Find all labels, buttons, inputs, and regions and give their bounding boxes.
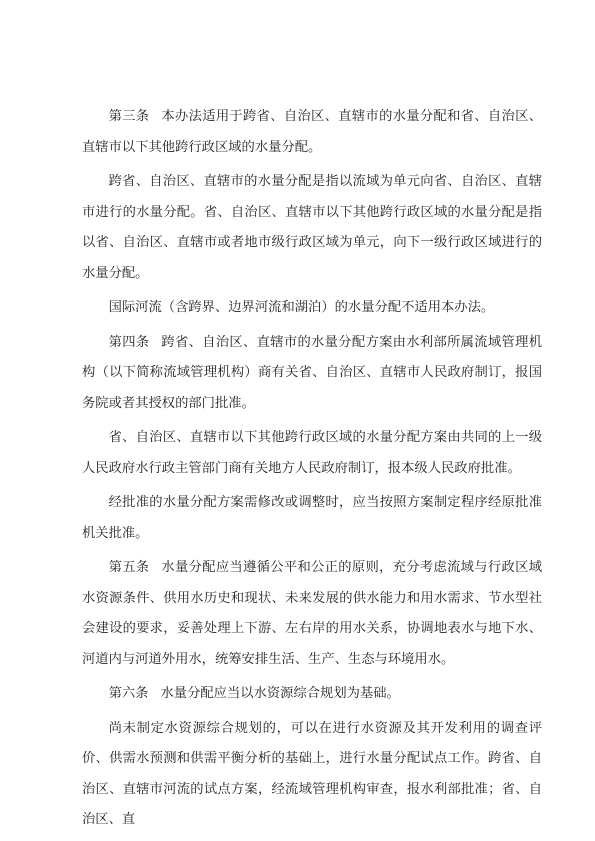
paragraph-article-3 xyxy=(82,102,542,163)
paragraph-article-6 xyxy=(82,679,542,710)
paragraph xyxy=(82,488,542,549)
paragraph-text: 经批准的水量分配方案需修改或调整时，应当按照方案制定程序经原批准机关批准。 xyxy=(82,495,542,541)
paragraph-text: 跨省、自治区、直辖市的水量分配是指以流域为单元向省、自治区、直辖市进行的水量分配。省、自治区、直辖市以下其他跨行政区域的水量分配是指以省、自治区、直辖市或者地市级行政区域为单元，向下一级行政区域进行的水量分配。 xyxy=(82,174,542,281)
paragraph-text: 省、自治区、直辖市以下其他跨行政区域的水量分配方案由共同的上一级人民政府水行政主管部门商有关地方人民政府制订，报本级人民政府批准。 xyxy=(82,430,542,476)
article-label: 第三条 xyxy=(108,109,150,124)
paragraph-text: 水量分配应当遵循公平和公正的原则，充分考虑流域与行政区域水资源条件、供用水历史和现状、未来发展的供水能力和用水需求、节水型社会建设的要求，妥善处理上下游、左右岸的用水关系，协调地表水与地下水、河道内与河道外用水，统筹安排生活、生产、生态与环境用水。 xyxy=(82,560,543,667)
paragraph-text: 尚未制定水资源综合规划的，可以在进行水资源及其开发利用的调查评价、供需水预测和供需平衡分析的基础上，进行水量分配试点工作。跨省、自治区、直辖市河流的试点方案，经流域管理机构审查，报水利部批准；省、自治区、直 xyxy=(82,720,542,827)
paragraph-article-4 xyxy=(82,328,542,420)
article-label: 第六条 xyxy=(108,686,149,701)
paragraph xyxy=(82,714,542,836)
paragraph-text: 跨省、自治区、直辖市的水量分配方案由水利部所属流域管理机构（以下简称流域管理机构）商有关省、自治区、直辖市人民政府制订，报国务院或者其授权的部门批准。 xyxy=(82,334,543,411)
paragraph xyxy=(82,423,542,484)
article-label: 第四条 xyxy=(108,334,150,350)
paragraph xyxy=(82,293,542,324)
article-label: 第五条 xyxy=(108,560,150,575)
paragraph xyxy=(82,167,542,289)
paragraph-text: 本办法适用于跨省、自治区、直辖市的水量分配和省、自治区、直辖市以下其他跨行政区域的水量分配。 xyxy=(82,109,543,155)
paragraph-text: 国际河流（含跨界、边界河流和湖泊）的水量分配不适用本办法。 xyxy=(108,300,495,315)
paragraph-text: 水量分配应当以水资源综合规划为基础。 xyxy=(160,686,400,701)
paragraph-article-5 xyxy=(82,553,542,675)
document-body xyxy=(82,102,542,836)
